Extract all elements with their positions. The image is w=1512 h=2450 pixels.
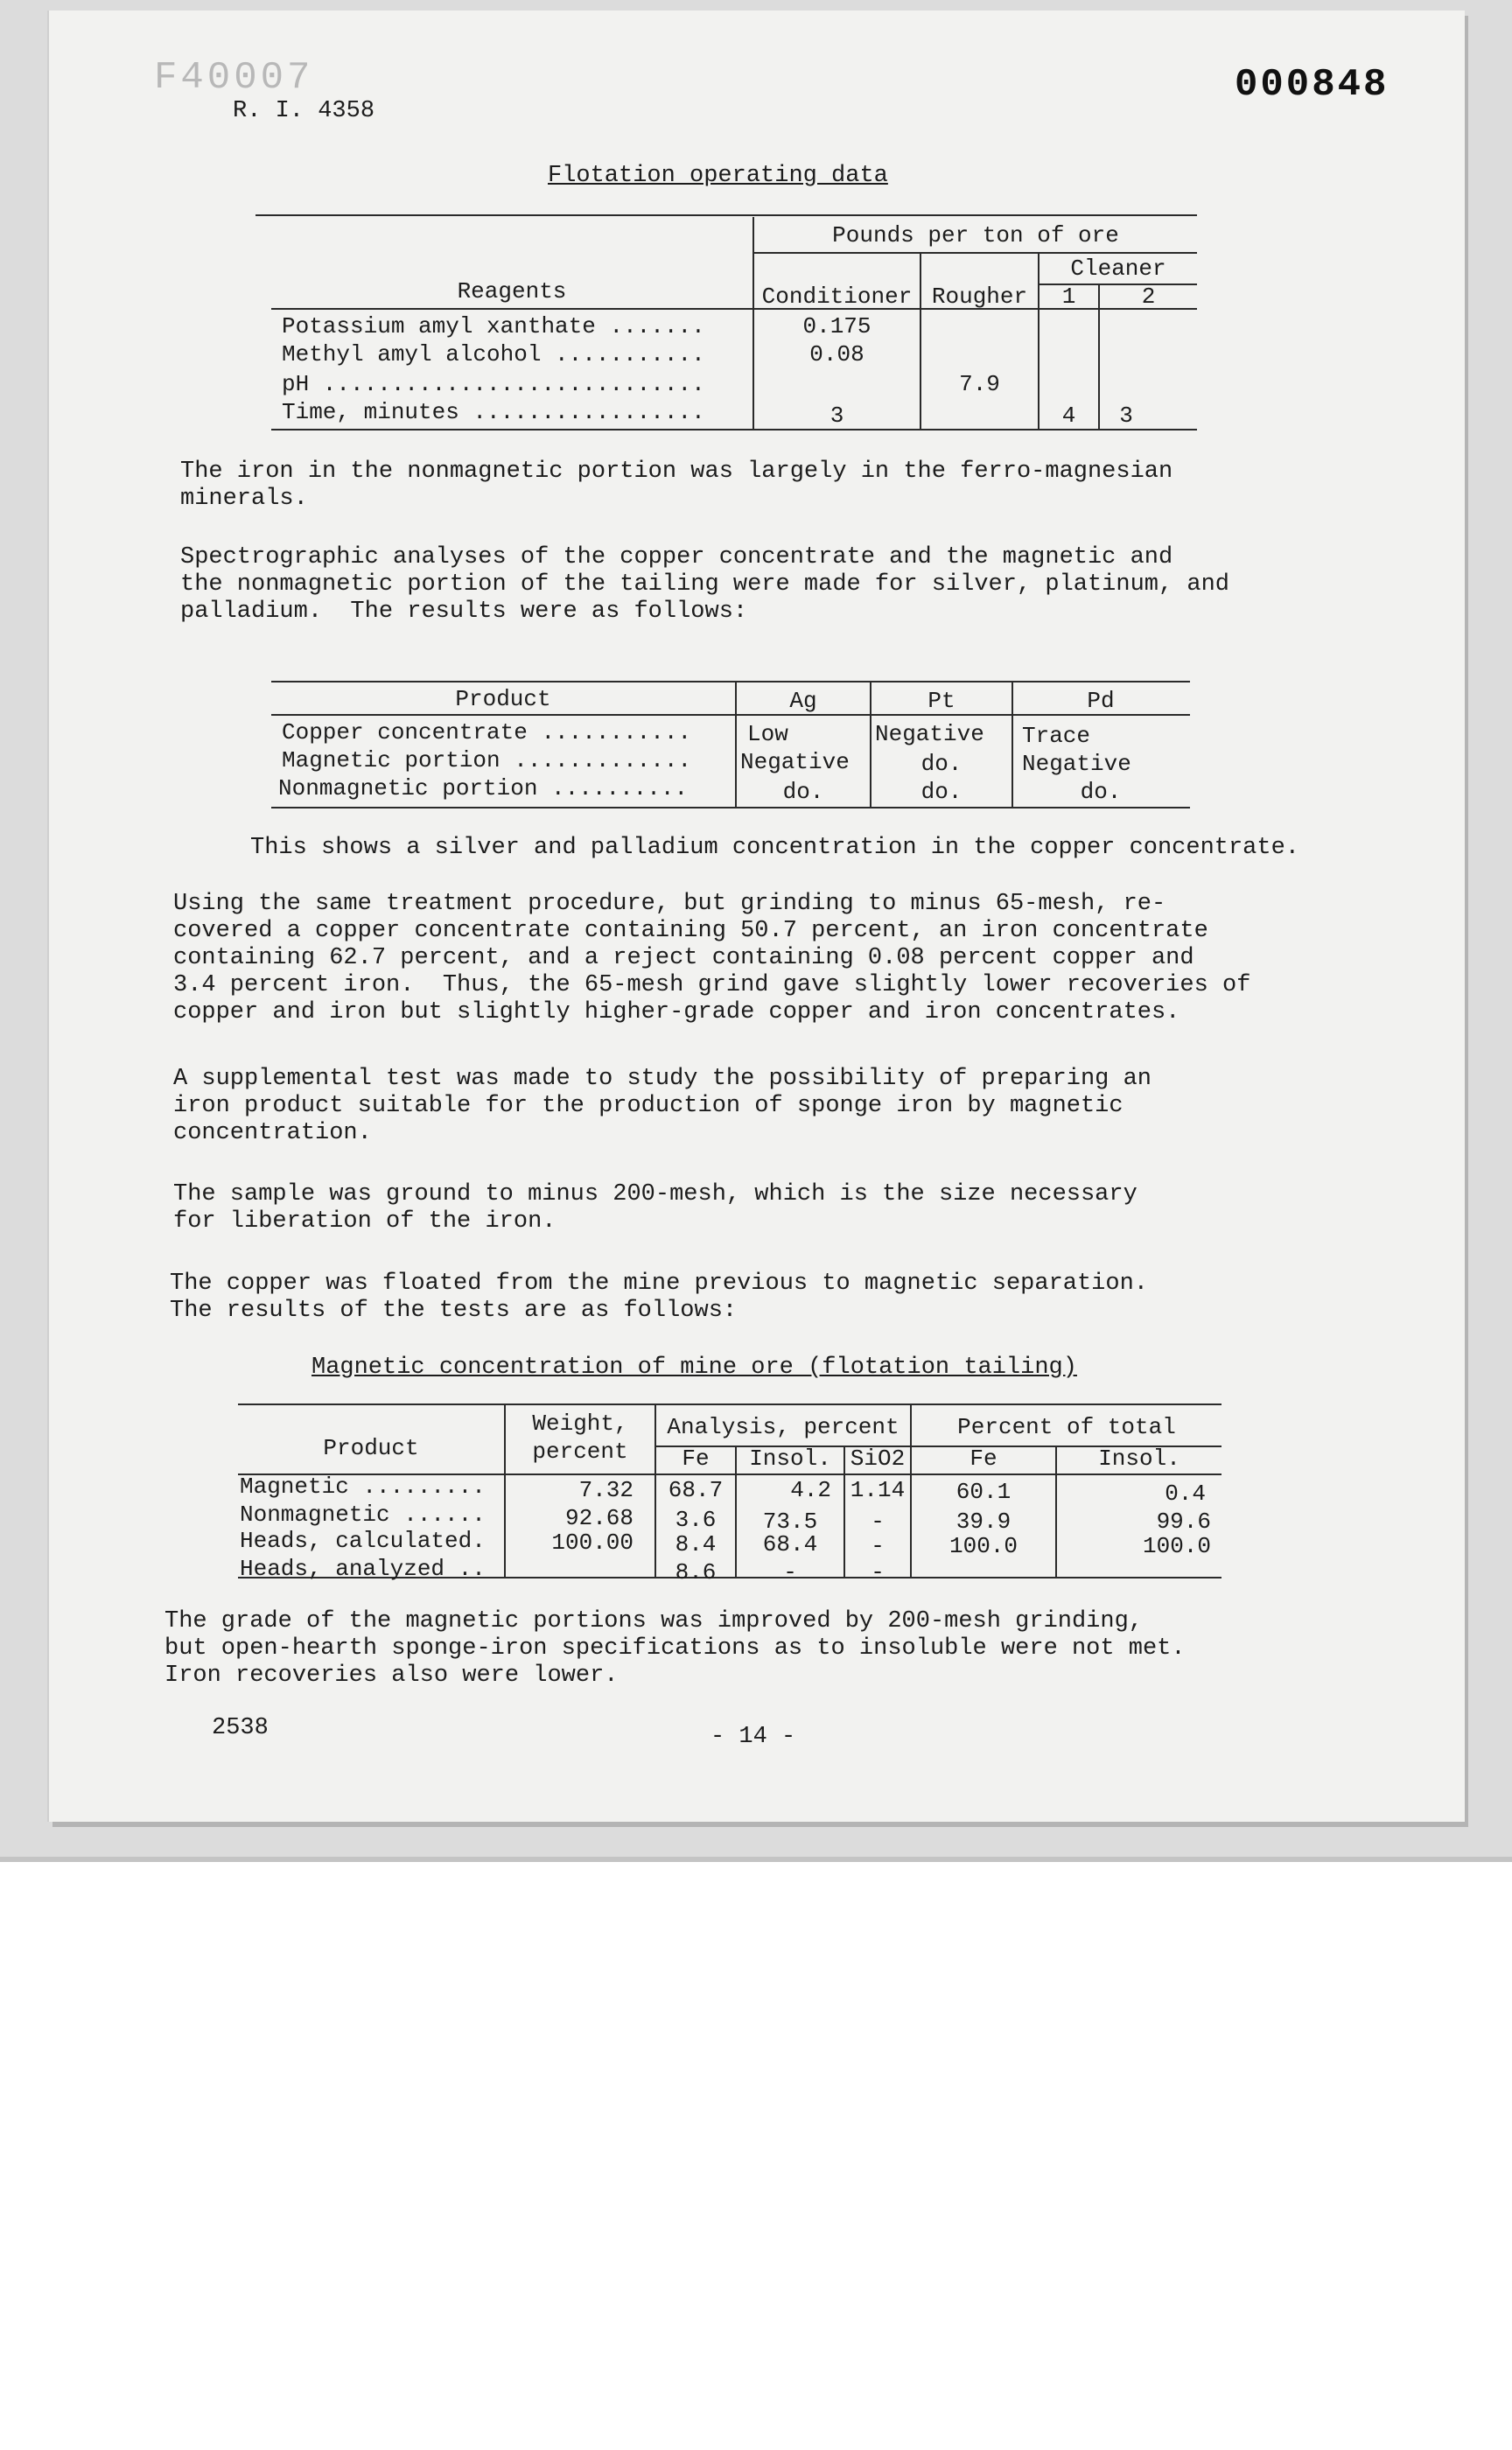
flotation-table-title: Flotation operating data: [548, 163, 888, 189]
column-header-product: Product: [323, 1435, 419, 1461]
scan-bottom-edge: [0, 1857, 1512, 1862]
row-label: Time, minutes .................: [282, 399, 705, 425]
insol-value: 68.4: [762, 1531, 818, 1558]
product-label: Magnetic portion .............: [282, 747, 692, 774]
group-header: Pounds per ton of ore: [832, 222, 1119, 248]
row-label: pH ............................: [282, 371, 705, 397]
column-header-weight-top: Weight,: [532, 1410, 628, 1437]
total-insol-value: 0.4: [1165, 1480, 1206, 1507]
total-insol-value: 100.0: [1142, 1533, 1211, 1559]
table-rule: [271, 681, 1190, 682]
sio2-value: 1.14: [850, 1477, 906, 1503]
column-header-pd: Pd: [1087, 688, 1115, 714]
column-header-conditioner: Conditioner: [761, 284, 913, 310]
table-rule: [271, 714, 1190, 716]
column-header-pt: Pt: [928, 688, 956, 714]
document-number: 000848: [1235, 63, 1390, 107]
sio2-value: -: [871, 1559, 885, 1586]
table-rule: [271, 807, 1190, 808]
row-label: Potassium amyl xanthate .......: [282, 313, 705, 340]
insol-value: 4.2: [790, 1477, 831, 1503]
page-number: - 14 -: [710, 1724, 796, 1750]
pd-value: do.: [1080, 779, 1122, 805]
paragraph: The copper was floated from the mine previous to magnetic separation. The results of the tests are as follows:: [170, 1270, 1148, 1324]
footer-code: 2538: [212, 1715, 269, 1741]
fe-value: 8.6: [675, 1559, 717, 1586]
sio2-value: -: [871, 1508, 885, 1535]
column-header-fe: Fe: [682, 1446, 710, 1472]
column-header-sio2: SiO2: [850, 1446, 906, 1472]
weight-value: 7.32: [578, 1477, 634, 1503]
pt-value: Negative: [875, 721, 984, 747]
column-header-insol: Insol.: [749, 1446, 831, 1472]
sio2-value: -: [871, 1533, 885, 1559]
column-header-analysis: Analysis, percent: [667, 1414, 900, 1440]
document-page: [49, 10, 1465, 1822]
conditioner-value: 0.08: [809, 341, 864, 368]
column-header-cleaner-1: 1: [1061, 284, 1076, 310]
cleaner-2-value: 3: [1119, 402, 1133, 429]
ghost-stamp: F40007: [154, 56, 314, 100]
total-insol-value: 99.6: [1156, 1508, 1211, 1535]
paragraph: Spectrographic analyses of the copper concentrate and the magnetic and the nonmagnetic portion of the tailing were made for silver, platinum, and palladium. The results were as follows:: [180, 544, 1229, 625]
ag-value: do.: [782, 779, 824, 805]
table-rule: [256, 214, 1197, 216]
total-fe-value: 60.1: [956, 1479, 1012, 1505]
table-rule: [238, 1404, 1222, 1405]
paragraph: The grade of the magnetic portions was improved by 200-mesh grinding, but open-hearth sponge-iron specifications as to insoluble were not met. Iron recoveries also were lower.: [164, 1608, 1186, 1689]
product-label: Nonmagnetic portion ..........: [278, 775, 689, 802]
product-label: Magnetic .........: [240, 1474, 486, 1500]
fe-value: 3.6: [675, 1507, 717, 1533]
column-header-ag: Ag: [789, 688, 817, 714]
conditioner-value: 3: [830, 402, 844, 429]
insol-value: -: [783, 1559, 797, 1586]
table-rule: [752, 252, 1197, 254]
column-header-total-fe: Fe: [970, 1446, 998, 1472]
pt-value: do.: [920, 779, 962, 805]
column-header-cleaner-2: 2: [1141, 284, 1156, 310]
product-label: Copper concentrate ...........: [282, 719, 692, 746]
cleaner-header: Cleaner: [1070, 256, 1166, 282]
table-rule: [271, 429, 1197, 430]
pd-value: Negative: [1022, 751, 1131, 777]
pt-value: do.: [920, 751, 962, 777]
column-header-reagents: Reagents: [457, 278, 567, 304]
product-label: Heads, calculated.: [240, 1528, 486, 1554]
product-label: Heads, analyzed ..: [240, 1556, 486, 1582]
fe-value: 8.4: [675, 1531, 717, 1558]
fe-value: 68.7: [668, 1477, 724, 1503]
insol-value: 73.5: [762, 1508, 818, 1535]
cleaner-1-value: 4: [1061, 402, 1076, 429]
pd-value: Trace: [1022, 723, 1091, 749]
weight-value: 92.68: [564, 1505, 634, 1531]
report-reference: R. I. 4358: [233, 98, 375, 124]
ag-value: Low: [747, 721, 788, 747]
total-fe-value: 39.9: [956, 1508, 1012, 1535]
paragraph: The iron in the nonmagnetic portion was largely in the ferro-magnesian minerals.: [180, 458, 1173, 512]
rougher-value: 7.9: [959, 371, 1000, 397]
product-label: Nonmagnetic ......: [240, 1502, 486, 1528]
column-header-percent-of-total: Percent of total: [957, 1414, 1176, 1440]
ag-value: Negative: [740, 749, 850, 775]
paragraph: This shows a silver and palladium concentration in the copper concentrate.: [250, 835, 1299, 861]
paragraph: Using the same treatment procedure, but grinding to minus 65-mesh, re- covered a copper concentrate containing 50.7 percent, an iron concentrate containing 62.7 percent, and a reject containing 0.08 percent copper and 3.4 percent iron. Thus, the 65-mesh grind gave slightly lower recoveries of copper and iron but slightly higher-grade copper and iron concentrates.: [173, 891, 1251, 1026]
row-label: Methyl amyl alcohol ...........: [282, 341, 705, 368]
total-fe-value: 100.0: [948, 1533, 1018, 1559]
paragraph: A supplemental test was made to study the possibility of preparing an iron product suitable for the production of sponge iron by magnetic concentration.: [173, 1066, 1152, 1146]
column-header-total-insol: Insol.: [1098, 1446, 1180, 1472]
magnetic-table-title: Magnetic concentration of mine ore (flotation tailing): [312, 1354, 1077, 1381]
column-header-weight-bottom: percent: [532, 1438, 628, 1465]
column-header-rougher: Rougher: [931, 284, 1028, 310]
table-rule: [920, 254, 921, 429]
weight-value: 100.00: [551, 1530, 634, 1556]
column-header-product: Product: [455, 686, 551, 712]
conditioner-value: 0.175: [802, 313, 872, 340]
paragraph: The sample was ground to minus 200-mesh, which is the size necessary for liberation of the iron.: [173, 1181, 1138, 1235]
